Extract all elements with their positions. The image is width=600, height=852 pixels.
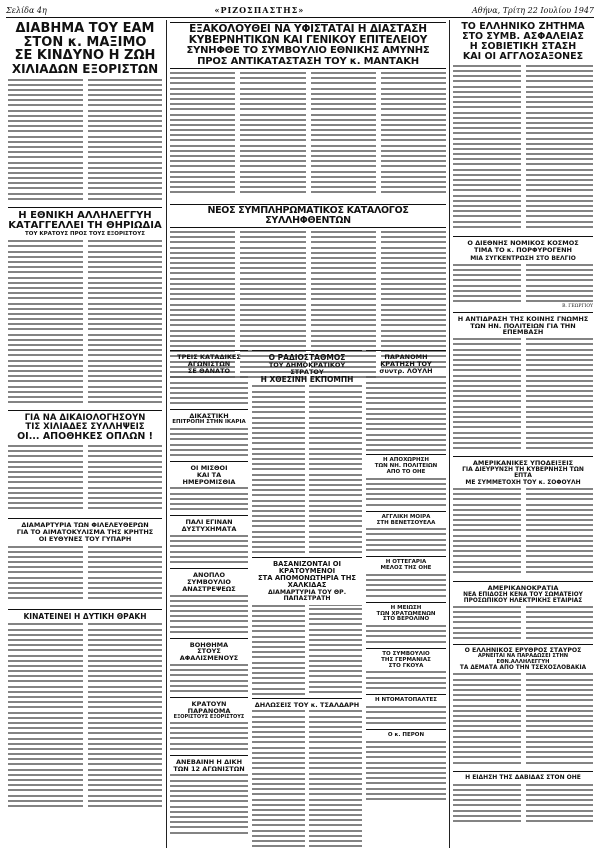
headline-line: Η ΧΘΕΣΙΝΗ ΕΚΠΟΜΠΗ xyxy=(260,374,354,384)
headline-line: ΔΙΑΜΑΡΤΥΡΙΑ ΤΩΝ ΦΙΛΕΛΕΥΘΕΡΩΝ xyxy=(21,521,149,530)
antidrasi-article xyxy=(453,316,593,453)
headline-line: ΤΟΥ ΔΗΜΟΚΡΑΤΙΚΟΥ ΣΤΡΑΤΟΥ xyxy=(268,360,346,376)
headline-line: ΧΙΛΙΑΔΩΝ ΕΞΟΡΙΣΤΩΝ xyxy=(11,61,159,76)
headline-line: ΕΞΟΡΙΣΤΟΥΣ ΕΞΟΡΙΣΤΟΥΣ xyxy=(173,713,245,720)
article-body xyxy=(366,478,446,508)
headline-line: Ο ΔΙΕΘΝΗΣ ΝΟΜΙΚΟΣ ΚΟΣΜΟΣ xyxy=(467,238,579,247)
page-number: Σελίδα 4η xyxy=(6,5,47,15)
article-body xyxy=(366,625,446,645)
headline-line: ΑΜΕΡΙΚΑΝΙΚΕΣ ΥΠΟΔΕΙΞΕΙΣ xyxy=(472,459,574,468)
headline-line: ΒΟΗΘΗΜΑ xyxy=(189,640,229,649)
center-subcolumn-left xyxy=(170,347,248,847)
headline-line: ΑΦΑΛΙΣΜΕΝΟΥΣ xyxy=(179,654,239,663)
allilegyi-article xyxy=(8,211,162,408)
headline-line: ΑΝΕΒΑΙΝΗ Η ΔΙΚΗ xyxy=(175,757,243,766)
headline-line: Η ΑΠΟΧΩΡΗΣΗ xyxy=(383,457,429,464)
section-divider xyxy=(8,518,162,519)
article-body xyxy=(252,385,362,555)
headline-line: ΤΟ ΣΥΜΒΟΥΛΙΟ xyxy=(382,651,430,658)
headline-line: ΣΤΟ ΣΥΜΒ. ΑΣΦΑΛΕΙΑΣ xyxy=(462,30,584,42)
masthead xyxy=(6,4,594,16)
headline-line: ΕΠΙΤΡΟΠΗ ΣΤΗΝ ΙΚΑΡΙΑ xyxy=(172,419,246,426)
eam-article xyxy=(8,22,162,204)
headline-line: ΒΑΣΑΝΙΖΟΝΤΑΙ ΟΙ ΚΡΑΤΟΥΜΕΝΟΙ xyxy=(272,560,342,576)
headline-line: ΟΙ... ΑΠΟΘΗΚΕΣ ΟΠΛΩΝ ! xyxy=(17,431,153,443)
headline-line: ΔΙΑΜΑΡΤΥΡΙΑ ΤΟΥ ΘΡ. ΠΑΠΑΣΤΡΑΤΗ xyxy=(267,588,347,602)
fileleftheroi-article xyxy=(8,522,162,605)
headline-line: ΤΗΣ ΓΕΡΜΑΝΙΑΣ xyxy=(381,656,431,663)
headline-line: ΣΤΟ ΓΚΟΥΑ xyxy=(388,662,424,669)
headline-line: ΚΡΑΤΗΣΗ ΤΟΥ xyxy=(380,359,432,368)
headline-line: ΟΙ ΜΙΣΘΟΙ xyxy=(190,464,228,473)
headline-line: ΣΤΗ ΒΕΝΕΤΣΟΥΕΛΑ xyxy=(376,519,436,526)
center-column xyxy=(170,22,446,848)
headline-line: ΠΑΛΙ ΕΓΙΝΑΝ xyxy=(185,518,233,527)
headline-line: Η ΝΤΟΜΑΤΟΠΑΛΤΕΣ xyxy=(374,697,438,704)
headline-line: ΚΑΤΑΓΓΕΛΛΕΙ ΤΗ ΘΗΡΙΩΔΙΑ xyxy=(8,220,162,232)
headline-line: ΤΙΜΑ ΤΟ κ. ΠΟΡΦΥΡΟΓΕΝΗ xyxy=(474,245,572,254)
headline-line: Η ΜΕΙΩΣΗ xyxy=(390,604,422,611)
article-body xyxy=(170,774,248,834)
section-divider xyxy=(8,609,162,610)
article-body xyxy=(170,535,248,565)
article-body xyxy=(366,376,446,451)
section-divider xyxy=(8,410,162,411)
headline-line: ΠΡΟΣ ΑΝΤΙΚΑΤΑΣΤΑΣΗ ΤΟΥ κ. ΜΑΝΤΑΚΗ xyxy=(197,55,419,67)
headline-line: ΓΙΑ ΝΑ ΔΙΚΑΙΟΛΟΓΗΣΟΥΝ xyxy=(24,413,146,424)
chalkida-article xyxy=(252,554,362,848)
headline-line: ΤΟΥ ΚΡΑΤΟΥΣ ΠΡΟΣ ΤΟΥΣ ΕΞΟΡΙΣΤΟΥΣ xyxy=(25,230,145,237)
article-body xyxy=(170,72,446,202)
davidas-article xyxy=(453,775,593,823)
list-story xyxy=(170,204,446,228)
article-body xyxy=(453,606,593,641)
headline-line: ΑΠΟ ΤΟ ΟΗΕ xyxy=(386,468,426,475)
headline-line: Η ΣΟΒΙΕΤΙΚΗ ΣΤΑΣΗ xyxy=(469,40,577,52)
column-divider xyxy=(166,20,167,848)
headline-line: συντρ. ΛΟΥΛΗ xyxy=(379,366,433,375)
headline-line: ΚΥΒΕΡΝΗΤΙΚΩΝ ΚΑΙ ΓΕΝΙΚΟΥ ΕΠΙΤΕΛΕΙΟΥ xyxy=(188,34,428,47)
headline-line: ΔΙΚΑΣΤΙΚΗ xyxy=(189,412,229,421)
column-divider xyxy=(449,20,450,848)
headline-line: ΜΕ ΣΥΜΜΕΤΟΧΗ ΤΟΥ κ. ΣΟΦΟΥΛΗ xyxy=(465,478,581,486)
article-body xyxy=(453,264,593,304)
headline-line: ΤΩΝ ΝΗ. ΠΟΛΙΤΕΙΩΝ xyxy=(374,463,438,470)
headline-line: ΣΤΟΝ κ. ΜΑΞΙΜΟ xyxy=(23,34,147,50)
article-body xyxy=(170,664,248,694)
headline-line: Η ΕΘΝΙΚΗ ΑΛΛΗΛΕΓΓΥΗ xyxy=(18,209,152,221)
headline-line: ΚΑΙ ΟΙ ΑΓΓΛΟΣΑΞΟΝΕΣ xyxy=(462,50,584,62)
article-body xyxy=(8,623,162,813)
center-subcolumn-right xyxy=(366,347,446,847)
article-body xyxy=(366,528,446,553)
article-body xyxy=(366,741,446,801)
headline-line: Ο ΡΑΔΙΟΣΤΑΘΜΟΣ xyxy=(268,353,346,362)
headline-line: ΔΙΑΒΗΜΑ ΤΟΥ ΕΑΜ xyxy=(15,22,155,36)
headline-line: ΚΑΙ ΤΑ ΗΜΕΡΟΜΙΣΘΙΑ xyxy=(182,470,236,486)
article-body xyxy=(8,546,162,606)
headline-line: ΣΕ ΘΑΝΑΤΟ xyxy=(187,366,231,375)
headline-line: ΣΕ ΚΙΝΔΥΝΟ Η ΖΩΗ xyxy=(14,48,156,64)
headline-line: Η ΕΙΔΗΣΗ ΤΗΣ ΔΑΒΙΔΑΣ ΣΤΟΝ ΟΗΕ xyxy=(465,774,581,782)
article-body xyxy=(453,784,593,824)
article-body xyxy=(453,65,593,233)
headline-line: ΤΟ ΕΛΛΗΝΙΚΟ ΖΗΤΗΜΑ xyxy=(461,22,585,32)
article-body xyxy=(170,722,248,752)
article-body xyxy=(170,428,248,458)
headline-line: ΑΝΑΣΤΡΕΨΕΩΣ xyxy=(182,584,236,593)
article-body xyxy=(8,79,162,204)
headline-line: ΜΕΛΟΣ ΤΗΣ ΟΗΕ xyxy=(380,565,432,572)
thraki-article xyxy=(8,613,162,814)
byline: Β. ΓΕΩΡΓΙΟΥ xyxy=(562,303,593,309)
article-body xyxy=(366,574,446,599)
masthead-rule xyxy=(6,17,594,18)
headline-line: ΚΙΝΑΤΕΙΝΕΙ Η ΔΥΤΙΚΗ ΘΡΑΚΗ xyxy=(23,611,147,621)
headline-line: ΑΓΩΝΙΣΤΩΝ xyxy=(187,359,231,368)
headline-line: ΑΡΝΕΙΤΑΙ ΝΑ ΠΑΡΑΔΩΣΕΙ ΣΤΗΝ ΕΘΝ.ΑΛΛΗΛΕΓΓΥΗ xyxy=(477,653,569,665)
headline-line: ΤΩΝ ΧΡΑΤΩΜΕΝΩΝ xyxy=(376,610,436,617)
headline-line: ΔΗΛΩΣΕΙΣ ΤΟΥ κ. ΤΣΑΛΔΑΡΗ xyxy=(254,700,360,709)
left-column xyxy=(8,22,162,848)
stauros-article xyxy=(453,648,593,768)
article-body xyxy=(453,673,593,768)
article-body xyxy=(8,445,162,515)
headline-line: ΣΤΟ ΒΕΡΟΛΙΝΟ xyxy=(382,616,430,623)
article-body xyxy=(366,671,446,691)
headline-line: ΤΡΕΙΣ ΚΑΤΑΔΙΚΕΣ xyxy=(177,353,241,361)
article-body xyxy=(366,706,446,726)
headline-line: ΑΜΕΡΙΚΑΝΟΚΡΑΤΙΑ xyxy=(487,583,559,592)
headline-line: ΜΙΑ ΣΥΓΚΕΝΤΡΩΣΗ ΣΤΟ ΒΕΛΓΙΟ xyxy=(470,254,576,262)
article-body xyxy=(170,487,248,512)
headline-line: Ο κ. ΠΕΡΟΝ xyxy=(387,732,425,739)
headline-line: ΝΕΑ ΕΠΙΔΟΣΗ ΚΕΝΑ ΤΟΥ ΣΩΜΑΤΕΙΟΥ xyxy=(463,591,583,598)
article-body xyxy=(252,605,362,695)
headline-line: ΠΡΟΣΩΠΙΚΟΥ ΗΛΕΚΤΡΙΚΗΣ ΕΤΑΙΡΙΑΣ xyxy=(463,597,583,604)
headline-line: ΤΩΝ 12 ΑΓΩΝΙΣΤΩΝ xyxy=(173,764,245,773)
issue-date: Αθήνα, Τρίτη 22 Ιουλίου 1947 xyxy=(471,5,594,15)
headline-line: ΣΤΑ ΑΠΟΜΟΝΩΤΗΡΙΑ ΤΗΣ ΧΑΛΚΙΔΑΣ xyxy=(257,574,357,590)
headline-line: Η ΑΝΤΙΔΡΑΣΗ ΤΗΣ ΚΟΙΝΗΣ ΓΝΩΜΗΣ xyxy=(457,314,589,323)
headline-line: ΓΙΑ ΔΙΕΥΡΥΝΣΗ ΤΗ ΚΥΒΕΡΝΗΣΗ ΤΩΝ ΕΠΤΑ xyxy=(462,466,584,480)
article-body xyxy=(453,488,593,578)
amerikanokratia-article xyxy=(453,585,593,641)
headline-line: ΤΩΝ ΗΝ. ΠΟΛΙΤΕΙΩΝ ΓΙΑ ΤΗΝ ΕΠΕΜΒΑΣΗ xyxy=(470,321,576,337)
headline-line: ΑΓΓΛΙΚΗ ΜΟΙΡΑ xyxy=(381,513,431,520)
diethnes-article xyxy=(453,240,593,309)
headline-line: Ο ΕΛΛΗΝΙΚΟΣ ΕΡΥΘΡΟΣ ΣΤΑΥΡΟΣ xyxy=(464,646,582,654)
headline-line: ΑΝΟΠΛΟ ΣΥΜΒΟΥΛΙΟ xyxy=(187,571,231,586)
article-body xyxy=(170,595,248,635)
headline-line: ΣΤΟΥΣ xyxy=(197,647,221,656)
headline-line: Η ΟΤΤΕΓΑΡΙΑ xyxy=(385,559,427,566)
headline-line: ΕΞΑΚΟΛΟΥΘΕΙ ΝΑ ΥΦΙΣΤΑΤΑΙ Η ΔΙΑΣΤΑΣΗ xyxy=(189,23,427,35)
headline-line: ΟΙ ΕΥΘΥΝΕΣ ΤΟΥ ΓΥΠΑΡΗ xyxy=(38,534,132,543)
section-divider xyxy=(8,207,162,208)
headline-line: ΠΑΡΑΝΟΜΗ xyxy=(384,353,428,361)
headline-line: ΔΥΣΤΥΧΗΜΑΤΑ xyxy=(181,525,237,534)
headline-line: ΣΥΝΗΦΘΕ ΤΟ ΣΥΜΒΟΥΛΙΟ ΕΘΝΙΚΗΣ ΑΜΥΝΗΣ xyxy=(186,45,430,57)
newspaper-title: «ΡΙΖΟΣΠΑΣΤΗΣ» xyxy=(214,5,305,15)
headline-line: ΚΡΑΤΟΥΝ ΠΑΡΑΝΟΜΑ xyxy=(187,699,231,715)
ameriki-article xyxy=(453,460,593,578)
security-council-article xyxy=(453,22,593,233)
article-body xyxy=(453,338,593,453)
headline-line: ΤΙΣ ΧΙΛΙΑΔΕΣ ΣΥΛΛΗΨΕΙΣ xyxy=(25,422,145,433)
main-story xyxy=(170,22,446,69)
article-body xyxy=(252,710,362,848)
headline-line: ΝΕΟΣ ΣΥΜΠΛΗΡΩΜΑΤΙΚΟΣ ΚΑΤΑΛΟΓΟΣ ΣΥΛΛΗΦΘΕΝΤΩΝ xyxy=(207,205,409,226)
right-column xyxy=(453,22,593,848)
headline-line: ΤΑ ΔΕΜΑΤΑ ΑΠΟ ΤΗΝ ΤΣΕΧΟΣΛΟΒΑΚΙΑ xyxy=(459,665,587,672)
article-body xyxy=(170,376,248,406)
apothikes-article xyxy=(8,414,162,515)
headline-line: ΓΙΑ ΤΟ ΑΙΜΑΤΟΚΥΛΙΣΜΑ ΤΗΣ ΚΡΗΤΗΣ xyxy=(16,527,154,536)
article-body xyxy=(8,240,162,407)
